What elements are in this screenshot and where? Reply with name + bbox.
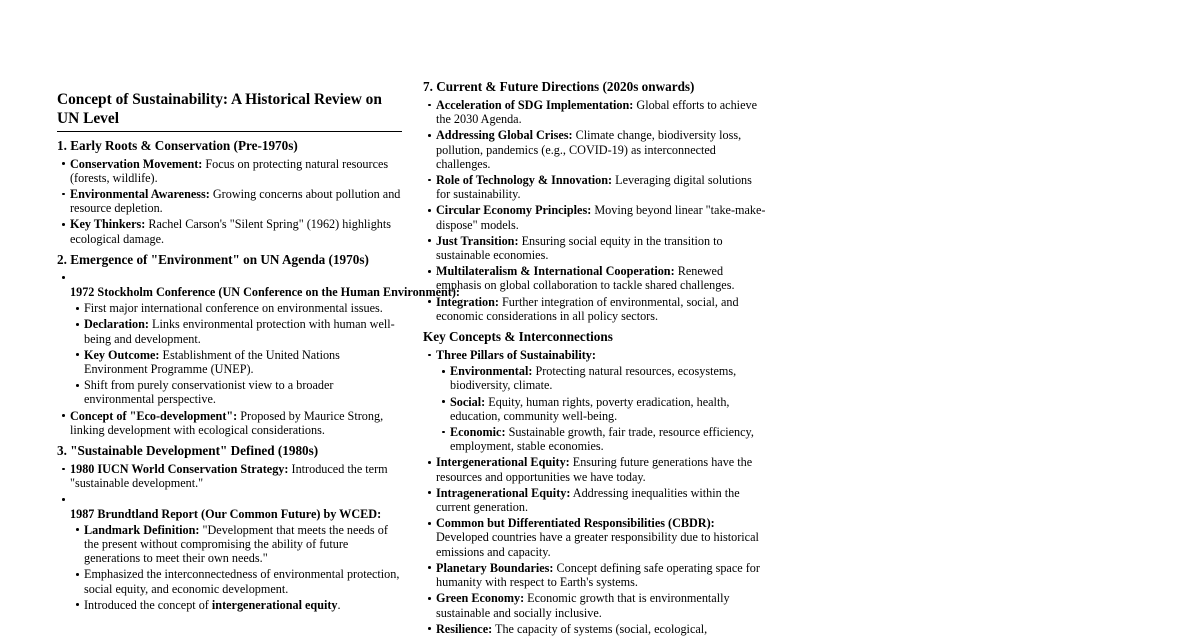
bold-text: Circular Economy Principles:	[436, 203, 592, 218]
list-item-text	[70, 492, 402, 520]
bold-text: 1980 IUCN World Conservation Strategy:	[70, 461, 289, 476]
list-item-text	[70, 217, 402, 245]
bullet-icon	[76, 573, 79, 576]
list-item	[423, 203, 768, 231]
list-item	[423, 516, 768, 559]
bullet-icon	[428, 566, 431, 569]
text-run: Emphasized the interconnectedness of environmental protection, social equity, and economic development.	[84, 567, 400, 596]
text-run: Focus on protecting natural resources (forests, wildlife).	[70, 156, 389, 185]
list-item	[423, 622, 768, 636]
text-run: Addressing inequalities within the current generation.	[436, 485, 740, 515]
title-divider	[57, 131, 402, 132]
bold-text: Role of Technology & Innovation:	[436, 173, 613, 188]
list-item-text	[450, 425, 768, 453]
bold-text: Economic:	[450, 425, 506, 440]
bullet-icon	[428, 522, 431, 525]
bullet-icon	[428, 104, 431, 107]
bullet-icon	[428, 627, 431, 630]
list-item	[70, 523, 402, 566]
bullet-icon	[428, 209, 431, 212]
text-run: Establishment of the United Nations Environment Programme (UNEP).	[84, 347, 340, 376]
list-item	[423, 348, 768, 453]
section-heading: 3. "Sustainable Development" Defined (1980s)	[57, 442, 319, 458]
bullet-icon	[428, 179, 431, 182]
list-item-text	[436, 348, 768, 362]
bullet-icon	[76, 603, 79, 606]
text-run: Links environmental protection with human well-being and development.	[84, 317, 395, 346]
list-item-text	[84, 301, 402, 315]
bullet-icon	[76, 353, 79, 356]
list-item-text	[84, 523, 402, 566]
bold-text: Integration:	[436, 294, 499, 309]
list-item	[436, 364, 768, 392]
text-run: Growing concerns about pollution and resource depletion.	[70, 186, 401, 216]
text-run: Economic growth that is environmentally sustainable and socially inclusive.	[436, 591, 730, 620]
list-item-text	[436, 622, 768, 636]
list-item-text	[84, 317, 402, 345]
list-item	[57, 187, 402, 215]
bold-text: Declaration:	[84, 317, 149, 332]
bold-text: Conservation Movement:	[70, 156, 203, 171]
list-item	[70, 378, 402, 406]
list-item	[70, 301, 402, 315]
bold-text: Acceleration of SDG Implementation:	[436, 98, 634, 112]
bullet-icon	[62, 162, 65, 165]
bold-text: Three Pillars of Sustainability:	[436, 348, 596, 363]
list-item-text	[436, 561, 768, 589]
page-title: Concept of Sustainability: A Historical Review on UN Level	[57, 91, 382, 127]
bold-text: Common but Differentiated Responsibilities (CBDR):	[436, 516, 715, 531]
list-item-text	[436, 264, 768, 292]
bullet-icon	[428, 491, 431, 494]
bullet-icon	[62, 498, 65, 501]
list-item-text	[436, 455, 768, 483]
list-item-text	[436, 516, 768, 559]
bullet-icon	[428, 239, 431, 242]
bullet-icon	[442, 400, 445, 403]
list-item	[57, 157, 402, 185]
text-run: Proposed by Maurice Strong, linking development with ecological considerations.	[70, 408, 384, 437]
bullet-icon	[62, 193, 65, 196]
bullet-icon	[76, 307, 79, 310]
list-item	[57, 217, 402, 245]
sub-list	[70, 301, 402, 406]
list-item	[423, 561, 768, 589]
bullet-icon	[62, 468, 65, 471]
list-item-text	[436, 295, 768, 323]
bold-text: Social:	[450, 394, 486, 409]
text-run: Introduced the term "sustainable development."	[70, 461, 388, 491]
bullet-icon	[428, 134, 431, 137]
right-column	[423, 79, 768, 636]
bullet-icon	[428, 354, 431, 357]
text-run: Global efforts to achieve the 2030 Agenda.	[436, 98, 757, 127]
list-item	[70, 348, 402, 376]
list-item	[57, 409, 402, 437]
list-item	[70, 317, 402, 345]
list-item-text	[84, 348, 402, 376]
bullet-icon	[62, 276, 65, 279]
text-run: Climate change, biodiversity loss, pollution, pandemics (e.g., COVID-19) as interconnected challenges.	[436, 128, 742, 171]
list-item-text	[436, 173, 768, 201]
list-item	[423, 173, 768, 201]
list-item-text	[436, 234, 768, 262]
text-run: Rachel Carson's "Silent Spring" (1962) highlights ecological damage.	[70, 217, 392, 246]
bullet-icon	[442, 370, 445, 373]
list-item-text	[450, 364, 768, 392]
list-item-text	[450, 395, 768, 423]
list-item-text	[436, 591, 768, 619]
text-run: Protecting natural resources, ecosystems, biodiversity, climate.	[450, 364, 737, 393]
list-item-text	[84, 378, 402, 406]
text-run: Further integration of environmental, social, and economic considerations in all policy sectors.	[436, 294, 739, 323]
list-item	[70, 567, 402, 595]
bold-text: Addressing Global Crises:	[436, 128, 573, 143]
list-item	[436, 425, 768, 453]
bold-text: Landmark Definition:	[84, 522, 200, 537]
list-item-text	[84, 598, 402, 612]
list-item	[423, 264, 768, 292]
list-item	[423, 455, 768, 483]
list-item	[423, 98, 768, 126]
bullet-icon	[428, 597, 431, 600]
list-item-text	[436, 98, 768, 126]
section-heading: 1. Early Roots & Conservation (Pre-1970s)	[57, 137, 298, 153]
bold-text: Key Thinkers:	[70, 217, 146, 232]
bold-text: Planetary Boundaries:	[436, 560, 554, 575]
text-run: Renewed emphasis on global collaboration to tackle shared challenges.	[436, 264, 735, 293]
list-item	[57, 492, 402, 612]
bold-text: Key Outcome:	[84, 347, 160, 362]
sub-list	[436, 364, 768, 453]
text-run: .	[337, 597, 341, 612]
text-run: Equity, human rights, poverty eradication, health, education, community well-being.	[450, 394, 730, 423]
text-run: The capacity of systems (social, ecological,	[492, 621, 708, 636]
bold-text: Intergenerational Equity:	[436, 455, 570, 470]
text-run: First major international conference on environmental issues.	[84, 301, 383, 316]
list-item-text	[70, 462, 402, 490]
list-item	[436, 395, 768, 423]
list-item	[57, 462, 402, 490]
bold-text: Just Transition:	[436, 233, 519, 248]
bold-text: Environmental Awareness:	[70, 186, 210, 201]
bullet-icon	[428, 461, 431, 464]
list-item	[423, 295, 768, 323]
bullet-icon	[76, 323, 79, 326]
list-item-text	[436, 128, 768, 171]
bullet-icon	[442, 431, 445, 434]
section-heading: 7. Current & Future Directions (2020s onwards)	[423, 79, 695, 94]
bold-text: Multilateralism & International Cooperation:	[436, 264, 675, 279]
bold-text: 1972 Stockholm Conference (UN Conference on the Human Environment):	[70, 284, 460, 299]
text-run: Developed countries have a greater responsibility due to historical emissions and capacity.	[436, 530, 759, 559]
bullet-icon	[62, 414, 65, 417]
text-run: Shift from purely conservationist view to a broader environmental perspective.	[84, 378, 334, 407]
bullet-icon	[428, 300, 431, 303]
list-item-text	[436, 203, 768, 231]
list-item	[57, 271, 460, 407]
bullet-icon	[76, 384, 79, 387]
sub-list	[70, 523, 402, 612]
list-item-text	[70, 271, 460, 299]
text-run: "Development that meets the needs of the present without compromising the ability of future generations to meet their own needs."	[84, 522, 388, 566]
bold-text: Intragenerational Equity:	[436, 485, 571, 500]
list-item-text	[70, 187, 402, 215]
list-item	[70, 598, 402, 612]
list-item	[423, 486, 768, 514]
bullet-icon	[62, 223, 65, 226]
text-run: Ensuring social equity in the transition to sustainable economies.	[436, 233, 723, 263]
list-item	[423, 128, 768, 171]
list-item	[423, 234, 768, 262]
bullet-icon	[428, 270, 431, 273]
bold-text: Environmental:	[450, 364, 533, 379]
list-item-text	[84, 567, 402, 595]
text-run: Ensuring future generations have the resources and opportunities we have today.	[436, 455, 753, 484]
text-run: Concept defining safe operating space for humanity with respect to Earth's systems.	[436, 560, 760, 590]
list-item-text	[70, 157, 402, 185]
bold-text: Concept of "Eco-development":	[70, 408, 238, 423]
text-run: Introduced the concept of	[84, 597, 212, 612]
text-run: Leveraging digital solutions for sustainability.	[436, 173, 752, 202]
bold-text: Resilience:	[436, 621, 493, 636]
text-run: Sustainable growth, fair trade, resource efficiency, employment, stable economies.	[450, 425, 754, 454]
bold-text: intergenerational equity	[211, 597, 338, 612]
section-heading: 2. Emergence of "Environment" on UN Agenda (1970s)	[57, 251, 369, 267]
list-item	[423, 591, 768, 619]
bold-text: Green Economy:	[436, 591, 525, 606]
bold-text: 1987 Brundtland Report (Our Common Future) by WCED:	[70, 506, 382, 521]
section-heading: Key Concepts & Interconnections	[423, 329, 613, 345]
left-column	[57, 91, 460, 612]
list-item-text	[70, 409, 402, 437]
list-item-text	[436, 486, 768, 514]
text-run: Moving beyond linear "take-make-dispose" models.	[436, 203, 766, 232]
bullet-icon	[76, 528, 79, 531]
